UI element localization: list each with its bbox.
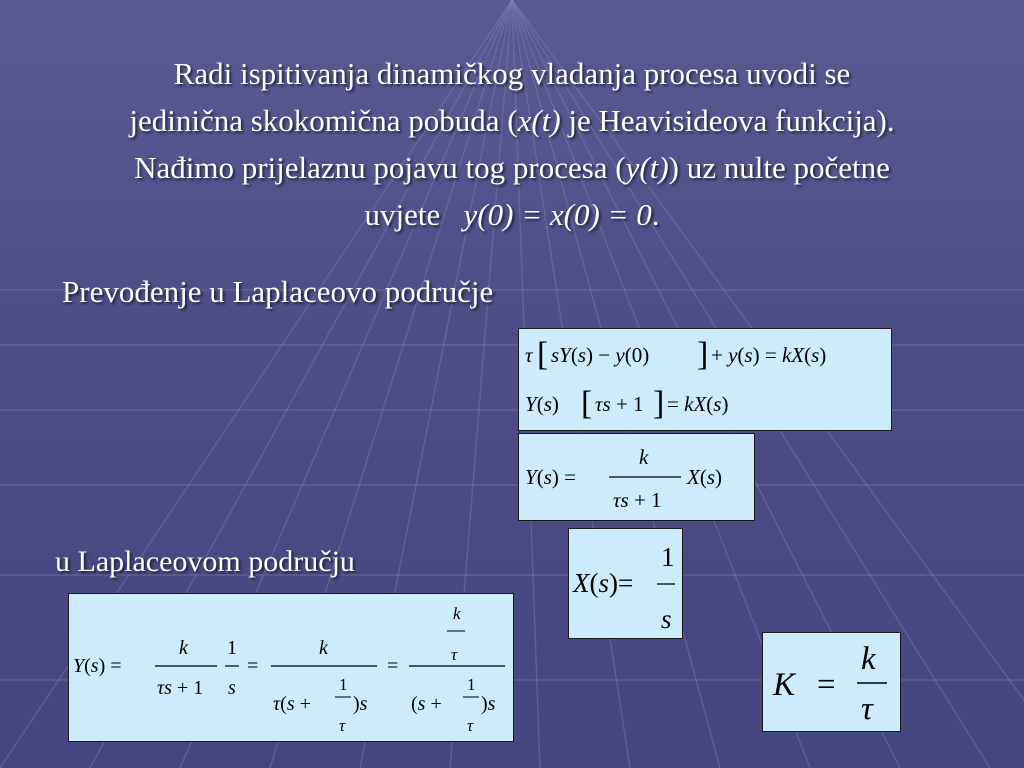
title-line-2-text: jedinična skokomična pobuda ( bbox=[129, 103, 518, 138]
svg-text:)s: )s bbox=[481, 693, 496, 715]
equation-box-transfer bbox=[518, 433, 755, 521]
title-line-1: Radi ispitivanja dinamičkog vladanja procesa uvodi se bbox=[173, 56, 851, 91]
svg-text:k: k bbox=[319, 637, 328, 659]
svg-text:]: ] bbox=[653, 385, 665, 422]
title-line-4-end: . bbox=[651, 197, 660, 232]
svg-text:τ: τ bbox=[467, 716, 474, 735]
equation-box-step-input bbox=[568, 528, 683, 639]
equation-box-gain bbox=[762, 632, 901, 732]
svg-text:K: K bbox=[773, 667, 796, 703]
title-line-4-text: uvjete bbox=[364, 197, 441, 232]
svg-text:Y(s) =: Y(s) = bbox=[73, 655, 122, 677]
svg-text:τ: τ bbox=[525, 343, 533, 367]
svg-text:+ y(s) = kX(s): + y(s) = kX(s) bbox=[711, 343, 827, 367]
equation-4 bbox=[69, 594, 513, 741]
svg-text:k: k bbox=[639, 445, 649, 469]
svg-text:1: 1 bbox=[467, 675, 476, 694]
svg-text:τ: τ bbox=[339, 716, 346, 735]
equation-box-response bbox=[68, 593, 514, 742]
equation-3 bbox=[569, 529, 682, 638]
initial-conditions: y(0) = x(0) = 0 bbox=[463, 197, 652, 232]
svg-text:sY(s) − y(0): sY(s) − y(0) bbox=[551, 343, 650, 367]
svg-text:τs + 1: τs + 1 bbox=[157, 677, 204, 699]
laplace-domain-label: u Laplaceovom području bbox=[55, 545, 355, 578]
title-line-3-text: Nađimo prijelaznu pojavu tog procesa ( bbox=[134, 150, 626, 185]
svg-text:s: s bbox=[228, 677, 236, 699]
svg-text:1: 1 bbox=[339, 675, 348, 694]
svg-text:k: k bbox=[179, 637, 188, 659]
title-line-2 bbox=[10, 97, 1014, 144]
svg-text:1: 1 bbox=[227, 637, 237, 659]
svg-text:[: [ bbox=[537, 336, 549, 373]
equation-1 bbox=[519, 329, 891, 430]
title-line-2-end: je Heavisideova funkcija). bbox=[560, 103, 895, 138]
svg-text:τ: τ bbox=[451, 645, 458, 664]
svg-text:τs + 1: τs + 1 bbox=[613, 488, 662, 512]
slide-title bbox=[10, 50, 1014, 238]
svg-text:1: 1 bbox=[661, 542, 675, 572]
svg-text:=: = bbox=[387, 655, 399, 677]
svg-text:]: ] bbox=[697, 336, 709, 373]
title-var-xt: x(t) bbox=[517, 103, 561, 138]
svg-text:k: k bbox=[453, 604, 461, 623]
equation-box-laplace-transform bbox=[518, 328, 892, 431]
svg-text:=: = bbox=[817, 667, 836, 703]
section-label: Prevođenje u Laplaceovo područje bbox=[62, 274, 494, 309]
svg-text:Y(s) =: Y(s) = bbox=[525, 465, 576, 489]
title-var-yt: y(t) bbox=[625, 150, 669, 185]
equation-5 bbox=[763, 633, 900, 731]
svg-text:(s +: (s + bbox=[411, 693, 442, 715]
svg-text:Y(s): Y(s) bbox=[525, 392, 559, 416]
svg-text:)s: )s bbox=[353, 693, 368, 715]
title-line-3-end: ) uz nulte početne bbox=[668, 150, 890, 185]
svg-text:[: [ bbox=[581, 385, 593, 422]
svg-text:τs + 1: τs + 1 bbox=[595, 392, 644, 416]
svg-text:s: s bbox=[661, 604, 672, 634]
svg-text:=: = bbox=[247, 655, 259, 677]
svg-text:= kX(s): = kX(s) bbox=[667, 392, 729, 416]
svg-text:τ: τ bbox=[861, 691, 873, 727]
svg-text:τ(s +: τ(s + bbox=[273, 693, 311, 715]
title-line-4 bbox=[10, 191, 1014, 238]
svg-text:X(s)=: X(s)= bbox=[573, 568, 634, 598]
svg-text:X(s): X(s) bbox=[687, 465, 723, 489]
svg-text:k: k bbox=[861, 641, 876, 677]
title-line-3 bbox=[10, 144, 1014, 191]
equation-2 bbox=[519, 434, 754, 520]
